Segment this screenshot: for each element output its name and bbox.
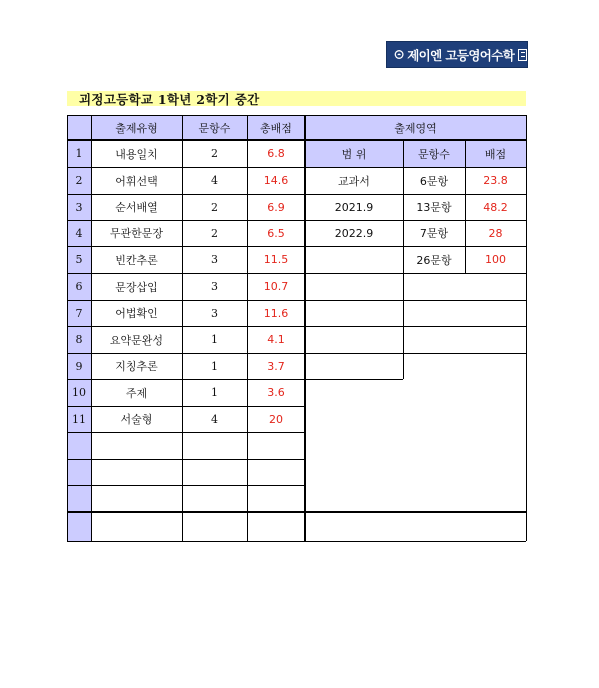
row-number: 9	[75, 359, 83, 373]
row-number-bg	[67, 459, 91, 485]
grid-line	[465, 140, 466, 273]
grid-line	[526, 115, 527, 541]
grid-line	[403, 140, 404, 379]
grid-line	[67, 353, 526, 354]
question-type: 지칭추론	[115, 360, 158, 373]
question-count: 3	[211, 280, 218, 293]
row-number: 11	[72, 412, 86, 426]
row-number: 5	[75, 253, 83, 266]
grid-line	[67, 139, 526, 141]
question-count: 2	[211, 226, 218, 240]
question-type: 빈칸추론	[115, 253, 158, 267]
grid-line	[67, 432, 305, 433]
question-count: 1	[211, 333, 218, 346]
row-number: 6	[75, 280, 83, 293]
question-score: 20	[269, 412, 283, 426]
scope-score: 48.2	[483, 200, 508, 214]
question-type: 문장삽입	[115, 280, 158, 294]
row-number: 7	[75, 306, 83, 320]
grid-line	[67, 485, 305, 486]
scope-range: 2022.9	[334, 226, 374, 240]
scope-range	[305, 246, 403, 273]
question-type: 순서배열	[115, 201, 158, 214]
question-type: 내용일치	[115, 147, 158, 161]
row-number: 2	[75, 174, 83, 187]
brand-name: 제이엔 고등영어수학	[407, 47, 515, 63]
row-number: 8	[75, 333, 83, 346]
row-number-bg	[67, 485, 91, 512]
scope-score: 28	[488, 226, 503, 240]
grid-line	[182, 115, 183, 541]
row-number: 10	[72, 386, 86, 399]
grid-line	[67, 246, 526, 247]
row-number: 3	[75, 200, 83, 214]
question-count: 3	[211, 253, 218, 266]
grid-line	[67, 273, 526, 274]
col-header-count: 문항수	[198, 121, 231, 135]
exam-table	[67, 115, 526, 542]
scope-range: 교과서	[338, 174, 370, 188]
question-count: 3	[211, 306, 218, 320]
row-number: 1	[75, 147, 83, 160]
question-type: 어휘선택	[115, 174, 158, 188]
grid-line	[67, 115, 68, 541]
grid-line	[67, 115, 526, 116]
grid-line	[67, 167, 526, 168]
question-count: 2	[211, 147, 218, 160]
grid-line	[67, 511, 526, 513]
question-score: 14.6	[263, 174, 289, 187]
question-score: 3.6	[267, 386, 285, 399]
question-score: 3.7	[267, 359, 285, 373]
question-score: 10.7	[263, 280, 289, 293]
scope-range: 2021.9	[334, 200, 374, 214]
question-type: 주제	[125, 386, 148, 400]
grid-line	[247, 115, 248, 541]
scope-score: 100	[485, 253, 506, 266]
question-count: 1	[211, 386, 218, 399]
grid-line	[67, 459, 305, 460]
grid-line	[67, 406, 305, 407]
question-score: 4.1	[267, 333, 285, 346]
book-icon	[518, 49, 527, 61]
area-header: 출제영역	[394, 121, 437, 135]
scope-count: 7문항	[419, 227, 449, 240]
scope-score: 23.8	[483, 174, 508, 187]
scope-count: 13문항	[416, 201, 452, 214]
grid-line	[67, 194, 526, 195]
col-header-type: 출제유형	[115, 121, 158, 135]
question-score: 11.5	[263, 253, 289, 266]
question-score: 11.6	[263, 306, 289, 320]
row-number-bg	[67, 512, 91, 541]
emblem-icon	[394, 47, 404, 62]
grid-line	[67, 300, 526, 301]
question-count: 1	[211, 359, 218, 373]
question-count: 4	[211, 174, 218, 187]
row-number: 4	[75, 226, 83, 240]
scope-count: 26문항	[416, 253, 452, 267]
question-type: 무관한문장	[109, 227, 164, 240]
question-score: 6.5	[267, 226, 285, 240]
grid-line	[304, 115, 306, 541]
grid-line	[91, 115, 92, 541]
question-count: 2	[211, 200, 218, 214]
question-count: 4	[211, 412, 218, 426]
grid-line	[67, 220, 526, 221]
question-score: 6.9	[267, 200, 285, 214]
scope-count: 6문항	[419, 174, 449, 188]
grid-line	[67, 379, 403, 380]
question-type: 요약문완성	[109, 333, 164, 347]
question-type: 어법확인	[115, 307, 158, 320]
scope-header-score: 배점	[484, 147, 507, 161]
page-title: 괴정고등학교 1학년 2학기 중간	[79, 92, 260, 107]
scope-header-count: 문항수	[418, 147, 450, 161]
grid-line	[67, 541, 526, 542]
question-score: 6.8	[267, 147, 285, 160]
scope-header-range: 범 위	[341, 147, 367, 161]
col-header-score: 총배점	[260, 121, 292, 135]
grid-line	[67, 326, 526, 327]
brand-logo	[386, 41, 528, 68]
question-type: 서술형	[120, 413, 153, 426]
row-number-bg	[67, 432, 91, 459]
